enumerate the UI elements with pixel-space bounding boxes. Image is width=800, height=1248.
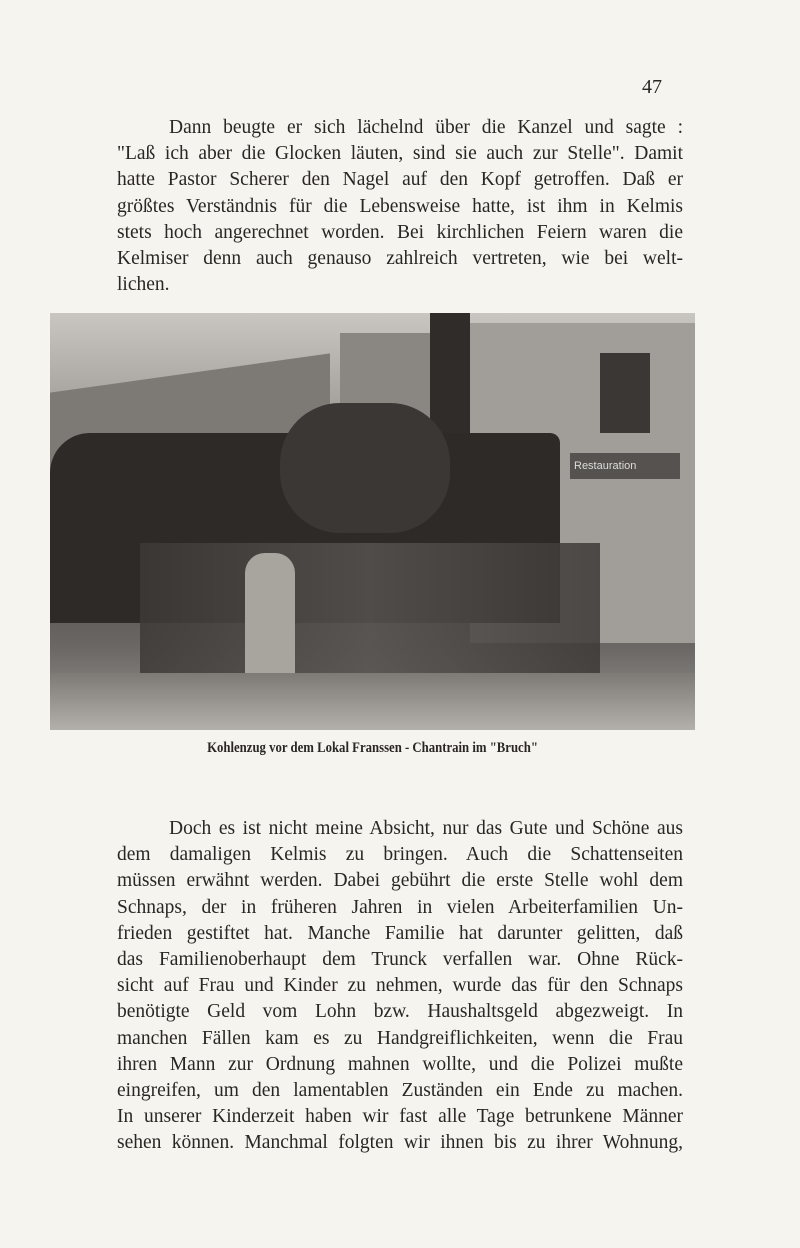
boiler: [280, 403, 450, 533]
train-photo: [50, 313, 695, 730]
text-line: sicht auf Frau und Kinder zu nehmen, wurde das für den Schnaps: [117, 975, 683, 997]
window: [600, 353, 650, 433]
text-line: "Laß ich aber die Glocken läuten, sind sie auch zur Stelle". Damit: [117, 143, 683, 165]
restauration-sign: Restauration: [570, 453, 680, 479]
ground: [50, 673, 695, 730]
text-line: benötigte Geld vom Lohn bzw. Haushaltsgeld abgezweigt. In: [117, 1001, 683, 1023]
text-line: Schnaps, der in früheren Jahren in vielen Arbeiterfamilien Un-: [117, 896, 683, 918]
page-number: 47: [642, 76, 662, 98]
paragraph-2: [117, 816, 683, 1156]
text-line: müssen erwähnt werden. Dabei gebührt die erste Stelle wohl dem: [117, 870, 683, 892]
text-line: Dann beugte er sich lächelnd über die Kanzel und sagte :: [169, 117, 683, 138]
photo-caption: Kohlenzug vor dem Lokal Franssen - Chantrain im "Bruch": [207, 740, 538, 756]
paragraph-1: [117, 115, 683, 298]
text-line: frieden gestiftet hat. Manche Familie hat darunter gelitten, daß: [117, 922, 683, 944]
text-line: stets hoch angerechnet worden. Bei kirchlichen Feiern waren die: [117, 221, 683, 243]
text-line: lichen.: [117, 274, 170, 296]
text-line: Doch es ist nicht meine Absicht, nur das Gute und Schöne aus: [169, 818, 683, 839]
text-line: sehen können. Manchmal folgten wir ihnen bis zu ihrer Wohnung,: [117, 1132, 683, 1154]
text-line: dem damaligen Kelmis zu bringen. Auch die Schattenseiten: [117, 844, 683, 866]
text-line: eingreifen, um den lamentablen Zuständen ein Ende zu machen.: [117, 1079, 683, 1101]
text-line: Kelmiser denn auch genauso zahlreich vertreten, wie bei welt-: [117, 247, 683, 269]
text-line: hatte Pastor Scherer den Nagel auf den Kopf getroffen. Daß er: [117, 169, 683, 191]
text-line: In unserer Kinderzeit haben wir fast alle Tage betrunkene Männer: [117, 1106, 683, 1128]
text-line: ihren Mann zur Ordnung mahnen wollte, und die Polizei mußte: [117, 1053, 683, 1075]
text-line: manchen Fällen kam es zu Handgreiflichkeiten, wenn die Frau: [117, 1027, 683, 1049]
text-line: das Familienoberhaupt dem Trunck verfallen war. Ohne Rück-: [117, 948, 683, 970]
text-line: größtes Verständnis für die Lebensweise hatte, ist ihm in Kelmis: [117, 195, 683, 217]
